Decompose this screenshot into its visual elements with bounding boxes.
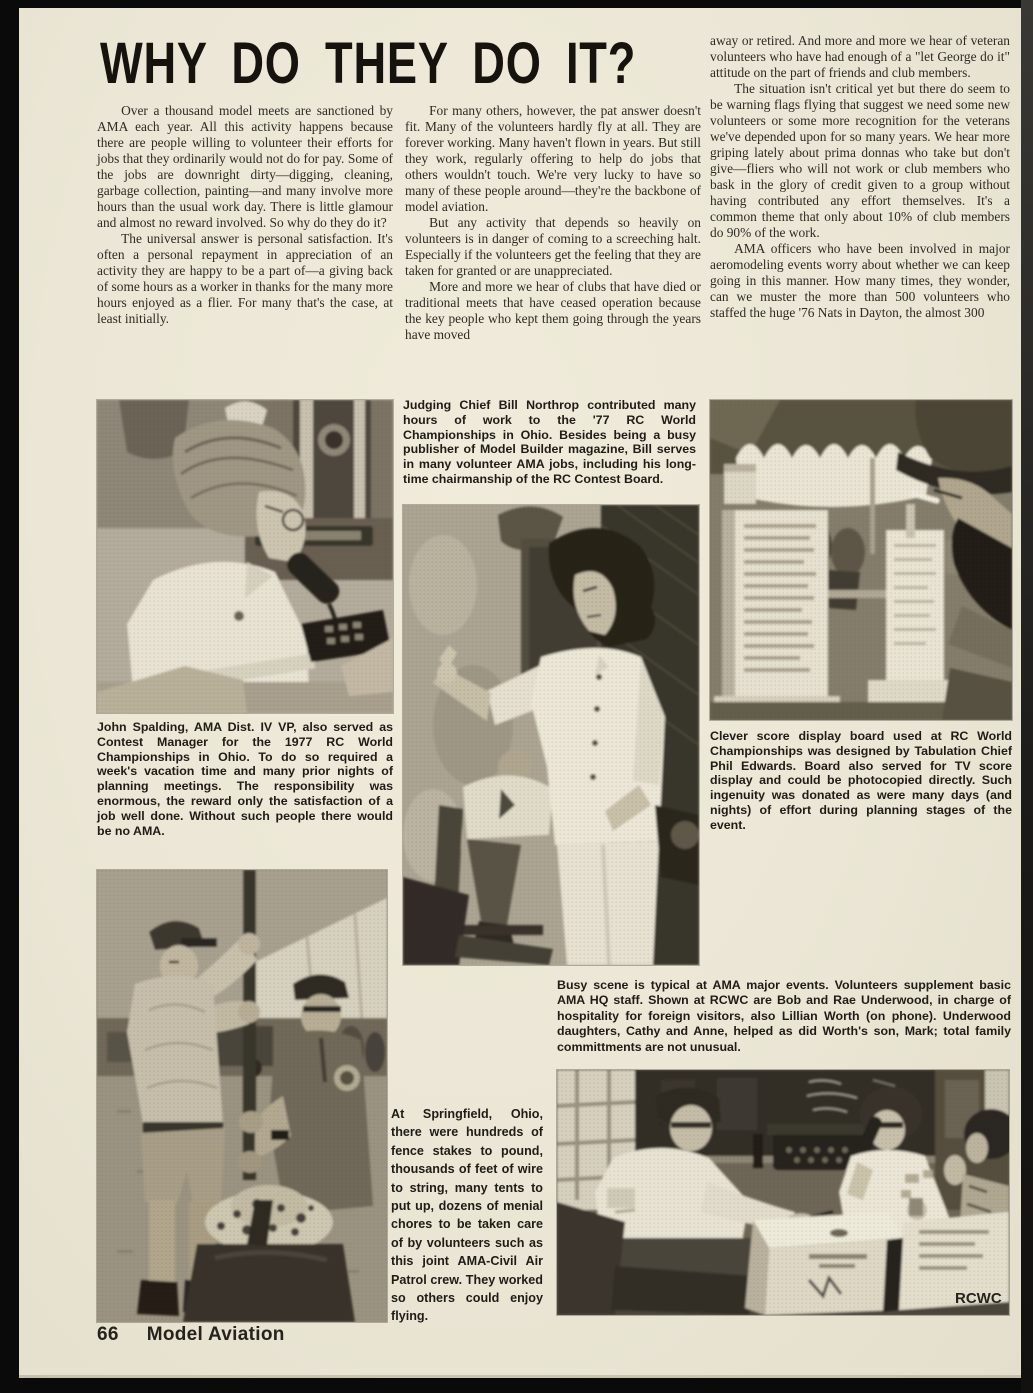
article-paragraph: More and more we hear of clubs that have died or traditional meets that have ceased operation because the key people who kept them going through the years have moved	[405, 279, 701, 342]
scan-right-edge	[1021, 0, 1033, 1393]
article-column-2	[405, 103, 701, 343]
photo-bill-northrop	[403, 505, 699, 965]
article-column-3	[710, 33, 1010, 321]
bill-northrop-photo-illustration	[403, 505, 699, 965]
article-paragraph: For many others, however, the pat answer doesn't fit. Many of the volunteers hardly fly at all. They are forever working. Many haven't flown in years. But still they work, regularly offering to help do jobs that others wouldn't touch. We're very lucky to have so many of these people around—they're the backbone of model aviation.	[405, 103, 701, 214]
caption-springfield: At Springfield, Ohio, there were hundreds of fence stakes to pound, thousands of feet of wire to string, many tents to put up, dozens of menial chores to be taken care of by volunteers such as this joint AMA-Civil Air Patrol crew. They worked so others could enjoy flying.	[391, 1107, 543, 1324]
article-paragraph: But any activity that depends so heavily on volunteers is in danger of coming to a screeching halt. Especially if the volunteers get the feeling that they are taken for granted or are unappreciated.	[405, 215, 701, 278]
photo-busy-scene	[557, 1070, 1009, 1315]
article-paragraph: AMA officers who have been involved in major aeromodeling events worry about whether we can keep going in this manner. How many times, they wonder, can we muster the more than 500 volunteers who staffed the huge '76 Nats in Dayton, the almost 300	[710, 241, 1010, 320]
article-paragraph: away or retired. And more and more we hear of veteran volunteers who have had enough of a "let George do it" attitude on the part of friends and club members.	[710, 33, 1010, 80]
article-paragraph: The universal answer is personal satisfaction. It's often a personal repayment in appreciation of an activity they are happy to be a part of—a giving back of some hours as a worker in thanks for the many more hours enjoyed as a flier. For many that's the case, at least initially.	[97, 231, 393, 326]
article-paragraph: The situation isn't critical yet but there do seem to be warning flags flying that suggest we need some new volunteers or some more recognition for the veterans we've depended upon for so many years. We hear more griping lately about prima donnas who take but don't give—fliers who will not work or club members who bask in the glory of credit given to a group without having contributed any effort themselves. It's a common theme that only about 10% of club members do 90% of the work.	[710, 81, 1010, 240]
article-column-1	[97, 103, 393, 327]
caption-scoreboard: Clever score display board used at RC World Championships was designed by Tabulation Chief Phil Edwards. Board also served for TV score display and could be photocopied directly. Such ingenuity was donated as were many days (and nights) of effort during planning stages of the event.	[710, 729, 1012, 832]
caption-busy-scene: Busy scene is typical at AMA major events. Volunteers supplement basic AMA HQ staff. Shown at RCWC are Bob and Rae Underwood, in charge of hospitality for foreign visitors, also Lillian Worth (on phone). Underwood daughters, Cathy and Anne, helped as did Worth's son, Mark; total family committments are not unusual.	[557, 978, 1011, 1054]
rcwc-sign-text: RCWC	[955, 1290, 1002, 1307]
springfield-photo-illustration	[97, 870, 387, 1322]
photo-john-spalding	[97, 400, 393, 713]
john-spalding-photo-illustration	[97, 400, 393, 713]
caption-john-spalding: John Spalding, AMA Dist. IV VP, also served as Contest Manager for the 1977 RC World Championships in Ohio. To do so required a week's vacation time and many prior nights of planning meetings. The responsibility was enormous, the reward only the satisfaction of a job well done. Without such people there would be no AMA.	[97, 720, 393, 838]
magazine-page	[19, 8, 1021, 1378]
article-title: WHY DO THEY DO IT?	[100, 31, 637, 96]
article-paragraph: Over a thousand model meets are sanctioned by AMA each year. All this activity happens because there are people willing to volunteer their efforts for jobs that they ordinarily would not do for pay. Some of the jobs are downright dirty—digging, cleaning, garbage collection, painting—and many involve more hours than the usual work day. There is little glamour and almost no reward involved. So why do they do it?	[97, 103, 393, 230]
scoreboard-photo-illustration	[710, 400, 1012, 720]
busy-scene-photo-illustration	[557, 1070, 1009, 1315]
magazine-title: Model Aviation	[146, 1324, 285, 1345]
photo-score-display-board	[710, 400, 1012, 720]
caption-bill-northrop: Judging Chief Bill Northrop contributed many hours of work to the '77 RC World Championships in Ohio. Besides being a busy publisher of Model Builder magazine, Bill serves in many volunteer AMA jobs, including his long-time chairmanship of the RC Contest Board.	[403, 398, 696, 486]
page-number: 66	[97, 1324, 119, 1345]
photo-springfield-fence-crew	[97, 870, 387, 1322]
page-footer	[97, 1324, 285, 1346]
